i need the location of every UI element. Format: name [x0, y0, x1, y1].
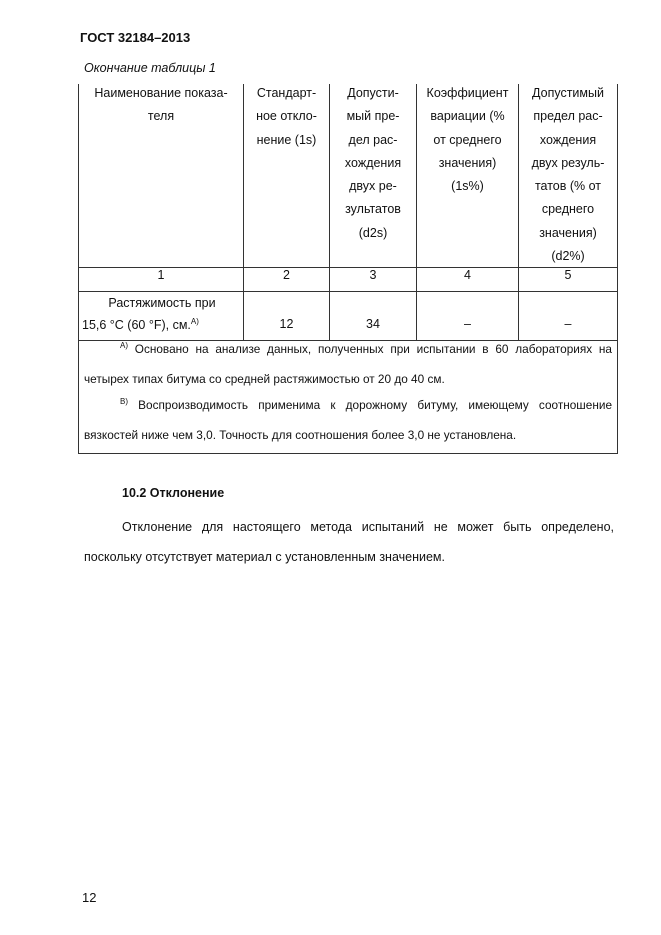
- column-header-std-dev: Стандарт- ное откло- нение (1s): [256, 86, 317, 147]
- row-label: Растяжимость при 15,6 °С (60 °F), см.$^{А)}$: [82, 296, 216, 332]
- column-header-variation: Коэффициент вариации (% от среднего значения) (1s%): [426, 86, 509, 194]
- column-number: 3: [369, 268, 377, 282]
- table-cell: 34: [366, 317, 380, 331]
- column-number: 2: [283, 268, 290, 282]
- table-footnote: $^{А)}$ Основано на анализе данных, полученных при испытании в 60 лабораториях на четырех типах битума со средней растяжимостью от 20 до 40 см.: [84, 341, 612, 386]
- column-number: 1: [157, 268, 165, 282]
- column-number: 4: [464, 268, 471, 282]
- column-header-name: Наименование показа- теля: [94, 86, 228, 124]
- standard-title: ГОСТ 32184–2013: [80, 30, 191, 45]
- column-number: 5: [564, 268, 572, 282]
- table-cell: –: [464, 317, 471, 331]
- table-cell: –: [564, 317, 572, 331]
- table-caption: Окончание таблицы 1: [84, 61, 216, 75]
- section-heading: 10.2 Отклонение: [122, 486, 225, 500]
- table-cell: 12: [279, 317, 294, 331]
- page-number: 12: [82, 890, 97, 905]
- column-header-d2-percent: Допустимый предел рас- хождения двух резуль- татов (% от среднего значения) (d2%): [531, 86, 605, 264]
- section-paragraph: Отклонение для настоящего метода испытаний не может быть определено, поскольку отсутствует материал с установленным значением.: [84, 520, 614, 564]
- table-footnote: $^{В)}$ Воспроизводимость применима к дорожному битуму, имеющему соотношение вязкостей ниже чем 3,0. Точность для соотношения более 3,0 не установлена.: [84, 397, 612, 442]
- column-header-d2s: Допусти- мый пре- дел рас- хождения двух ре- зультатов (d2s): [344, 86, 402, 240]
